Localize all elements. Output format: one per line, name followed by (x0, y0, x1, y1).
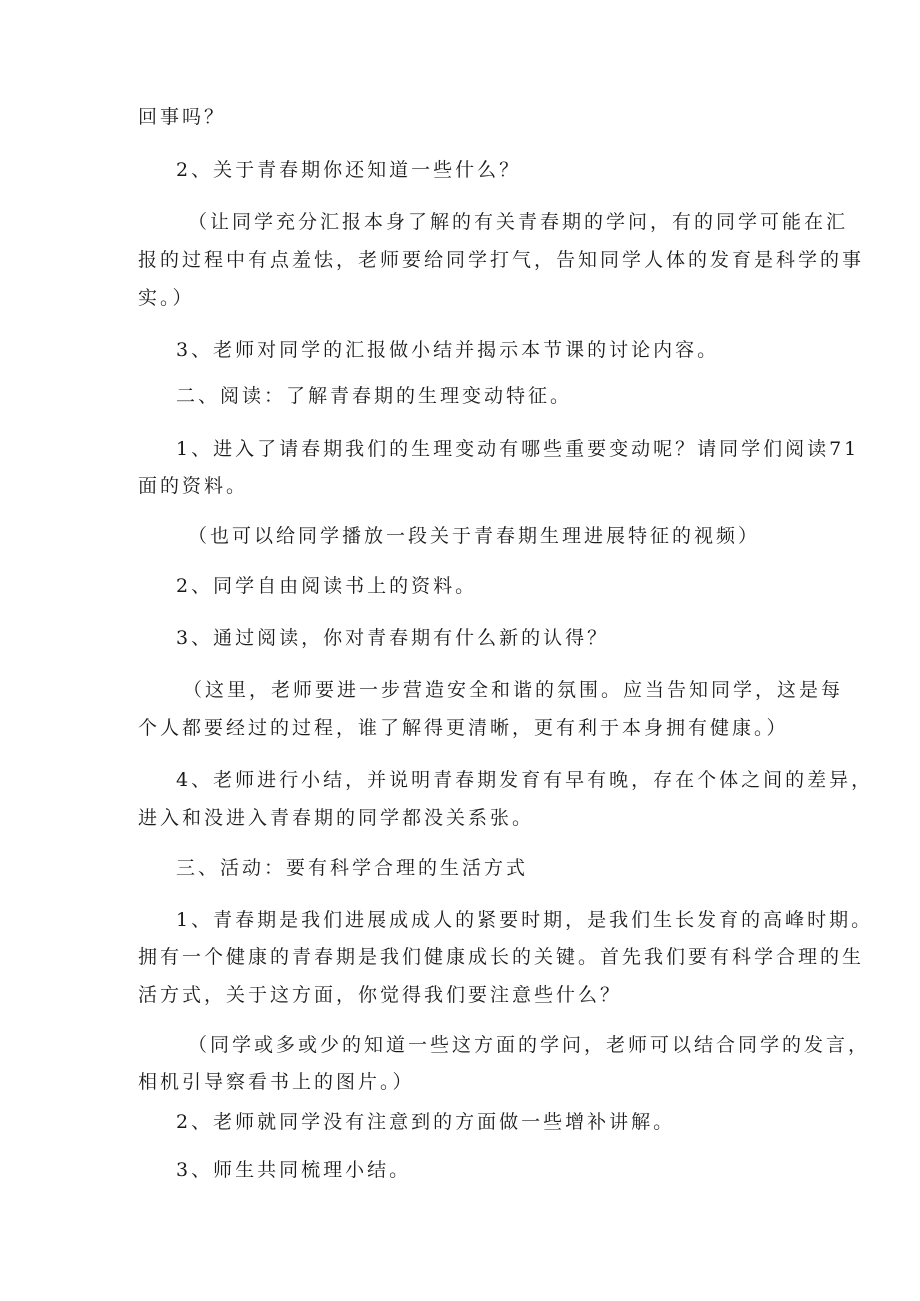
text-line: 实。） (138, 287, 195, 309)
text-line: 二、阅读：了解青春期的生理变动特征。 (176, 385, 573, 407)
text-line: 3、师生共同梳理小结。 (176, 1159, 412, 1181)
text-line: 三、活动：要有科学合理的生活方式 (176, 857, 529, 879)
text-line: 进入和没进入青春期的同学都没关系张。 (138, 807, 535, 829)
text-line: 1、青春期是我们进展成成人的紧要时期，是我们生长发育的高峰时期。 (176, 909, 874, 931)
text-line: 活方式，关于这方面，你觉得我们要注意些什么？ (138, 984, 623, 1006)
text-line: （让同学充分汇报本身了解的有关青春期的学问，有的同学可能在汇 (188, 211, 849, 233)
text-line: 2、老师就同学没有注意到的方面做一些增补讲解。 (176, 1111, 676, 1133)
text-line: （这里，老师要进一步营造安全和谐的氛围。应当告知同学，这是每 (183, 679, 844, 701)
text-line: 拥有一个健康的青春期是我们健康成长的关键。首先我们要有科学合理的生 (138, 946, 865, 968)
text-line: 4、老师进行小结，并说明青春期发育有早有晚，存在个体之间的差异， (176, 769, 874, 791)
text-line: 3、通过阅读，你对青春期有什么新的认得？ (176, 627, 610, 649)
text-line: （同学或多或少的知道一些这方面的学问，老师可以结合同学的发言， (188, 1034, 871, 1056)
text-line: 报的过程中有点羞怯，老师要给同学打气，告知同学人体的发育是科学的事 (138, 249, 865, 271)
text-line: 3、老师对同学的汇报做小结并揭示本节课的讨论内容。 (176, 339, 720, 361)
text-line: 面的资料。 (138, 475, 249, 497)
text-line: 1、进入了请春期我们的生理变动有哪些重要变动呢？请同学们阅读71 (176, 438, 860, 460)
text-line: 个人都要经过的过程，谁了解得更清晰，更有利于本身拥有健康。） (138, 717, 789, 739)
text-line: 2、同学自由阅读书上的资料。 (176, 575, 478, 597)
text-line: 2、关于青春期你还知道一些什么？ (176, 159, 522, 181)
text-line: 回事吗？ (138, 106, 227, 128)
text-line: 相机引导察看书上的图片。） (138, 1071, 415, 1093)
text-line: （也可以给同学播放一段关于青春期生理进展特征的视频） (188, 525, 761, 547)
